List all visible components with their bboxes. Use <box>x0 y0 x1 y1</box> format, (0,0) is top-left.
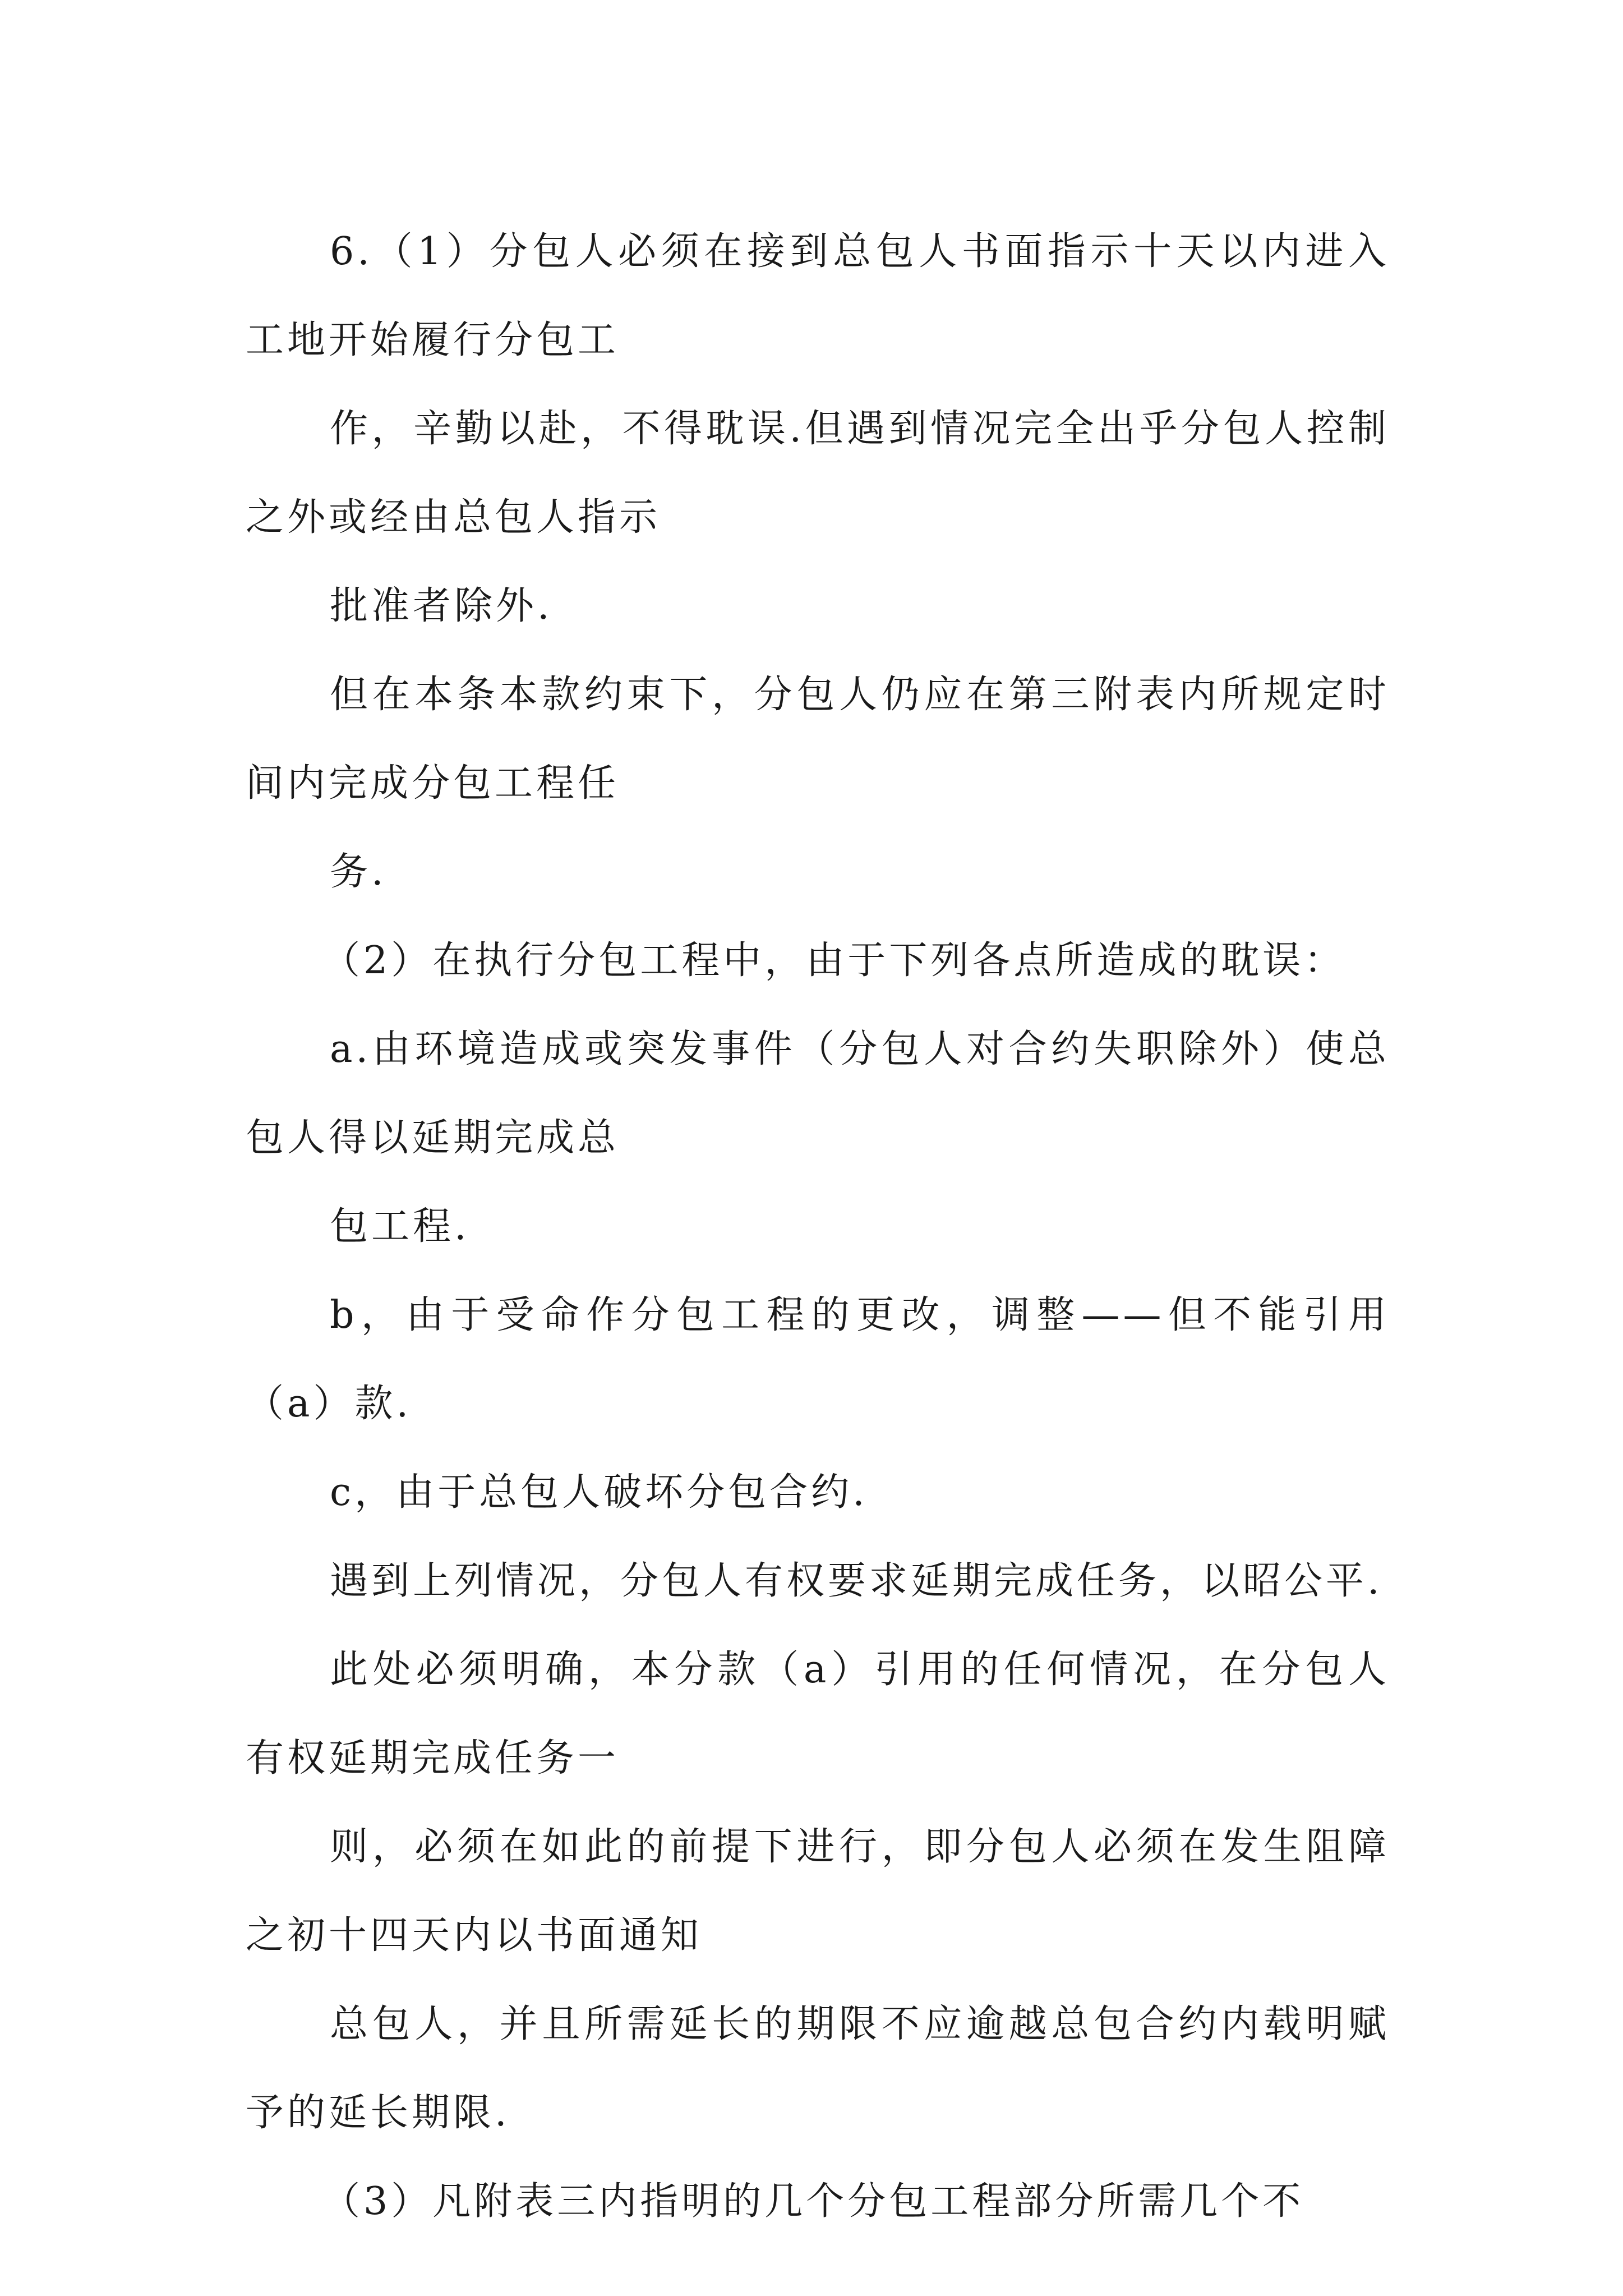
paragraph-limit: 总包人，并且所需延长的期限不应逾越总包合约内载明赋予的延长期限. <box>246 2002 1390 2135</box>
paragraph-diligence: 作，辛勤以赴，不得耽误.但遇到情况完全出乎分包人控制之外或经由总包人指示 <box>246 407 1390 540</box>
paragraph-completion-time: 但在本条本款约束下，分包人仍应在第三附表内所规定时间内完成分包工程任 <box>246 673 1390 806</box>
paragraph-clarification: 此处必须明确，本分款（a）引用的任何情况，在分包人有权延期完成任务一 <box>246 1648 1390 1780</box>
paragraph-clause-6-1: 6.（1）分包人必须在接到总包人书面指示十天以内进入工地开始履行分包工 <box>246 229 1390 362</box>
paragraph-clause-3: （3）凡附表三内指明的几个分包工程部分所需几个不 <box>322 2179 1304 2224</box>
paragraph-clause-2: （2）在执行分包工程中，由于下列各点所造成的耽误： <box>322 938 1346 983</box>
paragraph-item-c: c，由于总包人破坏分包合约. <box>330 1470 868 1515</box>
paragraph-item-a: a.由环境造成或突发事件（分包人对合约失职除外）使总包人得以延期完成总 <box>246 1027 1390 1160</box>
paragraph-item-a-cont: 包工程. <box>330 1204 470 1249</box>
paragraph-extension-right: 遇到上列情况，分包人有权要求延期完成任务，以昭公平. <box>330 1559 1383 1603</box>
paragraph-task: 务. <box>330 850 387 894</box>
paragraph-exception: 批准者除外. <box>330 584 553 628</box>
paragraph-item-b: b，由于受命作分包工程的更改，调整——但不能引用（a）款. <box>246 1293 1390 1426</box>
paragraph-notice: 则，必须在如此的前提下进行，即分包人必须在发生阻障之初十四天内以书面通知 <box>246 1825 1390 1958</box>
document-body <box>246 208 1390 2246</box>
